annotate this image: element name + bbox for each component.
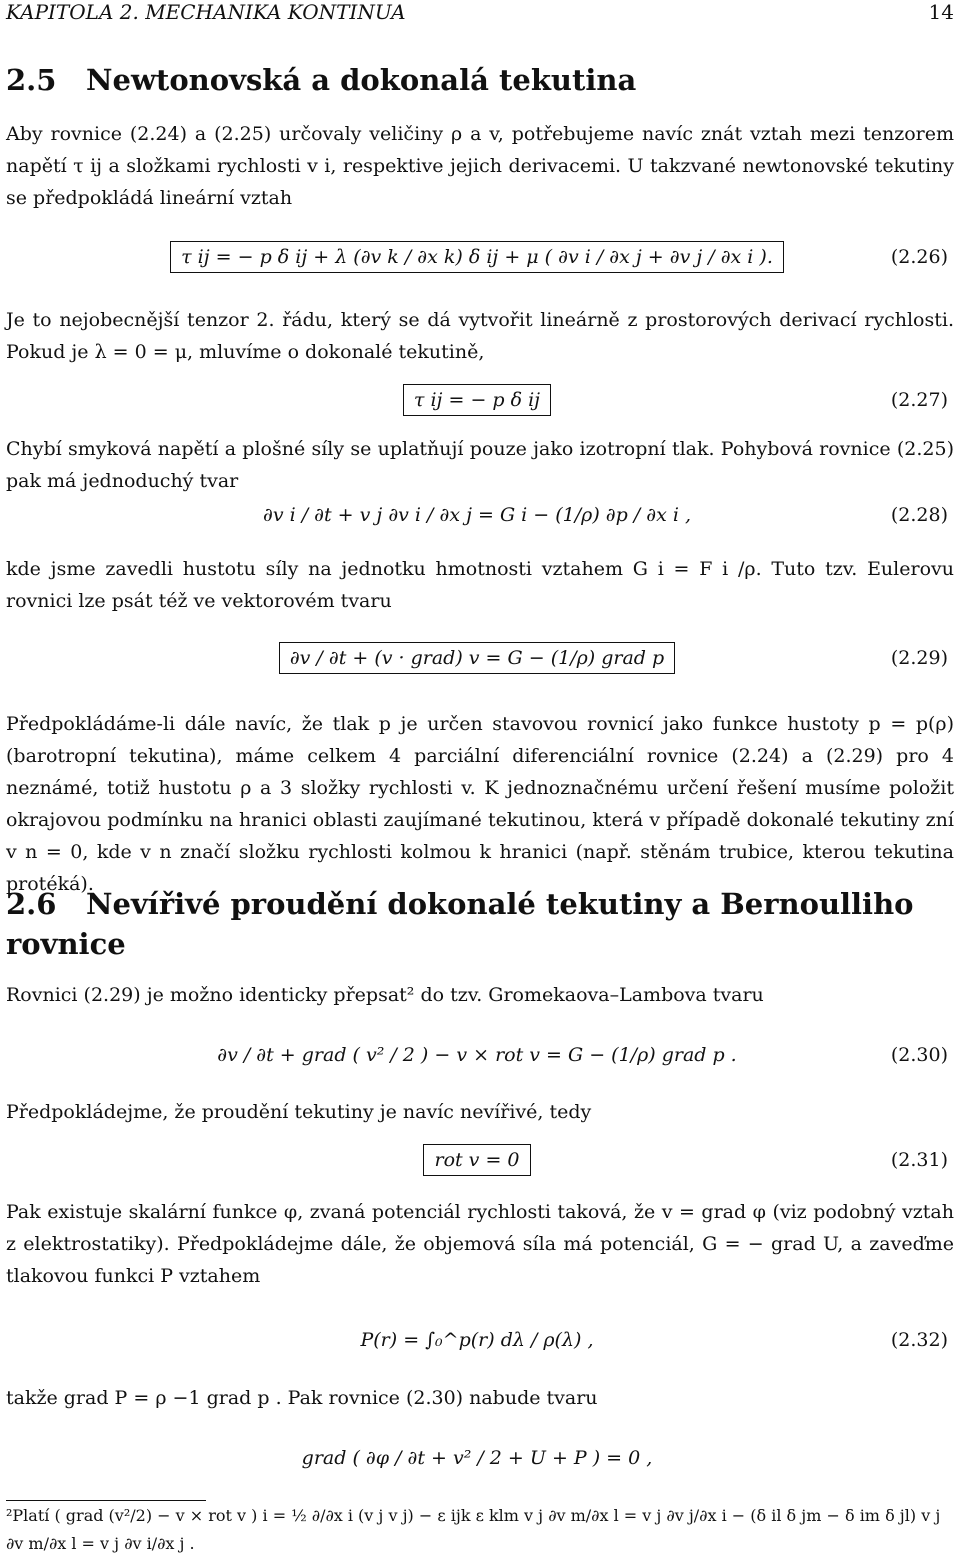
equation-formula: τ ij = − p δ ij xyxy=(403,384,551,416)
equation-tag: (2.30) xyxy=(890,1044,948,1066)
equation-tag: (2.31) xyxy=(890,1149,948,1171)
equation-formula: τ ij = − p δ ij + λ (∂v k / ∂x k) δ ij + μ ( ∂v i / ∂x j + ∂v j / ∂x i ). xyxy=(170,241,784,273)
paragraph-2: Je to nejobecnější tenzor 2. řádu, který se dá vytvořit lineárně z prostorových derivací rychlosti. Pokud je λ = 0 = μ, mluvíme o dokonalé tekutině, xyxy=(6,309,954,363)
footnote: ²Platí ( grad (v²/2) − v × rot v ) i = ½ ∂/∂x i (v j v j) − ε ijk ε klm v j ∂v m/∂x l = v j ∂v j/∂x i − (δ il δ jm − δ im δ jl) v j ∂v m/∂x l = v j ∂v i/∂x j . xyxy=(6,1506,941,1553)
equation-2-27 xyxy=(0,382,954,418)
paragraph-3: Chybí smyková napětí a plošné síly se uplatňují pouze jako izotropní tlak. Pohybová rovnice (2.25) pak má jednoduchý tvar xyxy=(6,438,954,492)
section-title: Newtonovská a dokonalá tekutina xyxy=(86,63,637,97)
section-title: Nevířivé proudění dokonalé tekutiny a Bernoulliho rovnice xyxy=(6,887,914,961)
section-heading-2-5 xyxy=(6,60,636,100)
paragraph-8: Pak existuje skalární funkce φ, zvaná potenciál rychlosti taková, že v = grad φ (viz podobný vztah z elektrostatiky). Předpokládejme dále, že objemová síla má potenciál, G = − grad U, a zaveďme tlakovou funkci P vztahem xyxy=(6,1201,954,1287)
section-heading-2-6 xyxy=(6,884,954,964)
paragraph-4: kde jsme zavedli hustotu síly na jednotku hmotnosti vztahem G i = F i /ρ. Tuto tzv. Eulerovu rovnici lze psát též ve vektorovém tvaru xyxy=(6,558,954,612)
page-number: 14 xyxy=(928,0,954,24)
equation-formula: ∂v i / ∂t + v j ∂v i / ∂x j = G i − (1/ρ) ∂p / ∂x i , xyxy=(263,504,691,526)
equation-2-29 xyxy=(0,630,954,686)
equation-2-32 xyxy=(0,1310,954,1370)
paragraph-9: takže grad P = ρ −1 grad p . Pak rovnice (2.30) nabude tvaru xyxy=(6,1387,598,1409)
equation-formula: ∂v / ∂t + grad ( v² / 2 ) − v × rot v = G − (1/ρ) grad p . xyxy=(217,1044,737,1066)
paragraph-6: Rovnici (2.29) je možno identicky přepsat² do tzv. Gromekaova–Lambova tvaru xyxy=(6,984,764,1006)
running-header xyxy=(6,0,954,26)
equation-2-31 xyxy=(0,1142,954,1178)
equation-2-33 xyxy=(0,1436,954,1480)
paragraph-7: Předpokládejme, že proudění tekutiny je navíc nevířivé, tedy xyxy=(6,1101,592,1123)
equation-formula: grad ( ∂φ / ∂t + v² / 2 + U + P ) = 0 , xyxy=(301,1447,653,1469)
equation-formula: rot v = 0 xyxy=(423,1144,530,1176)
chapter-title: KAPITOLA 2. MECHANIKA KONTINUA xyxy=(6,0,406,24)
section-number: 2.6 xyxy=(6,887,57,921)
paragraph-5: Předpokládáme-li dále navíc, že tlak p je určen stavovou rovnicí jako funkce hustoty p = p(ρ) (barotropní tekutina), máme celkem 4 parciální diferenciální rovnice (2.24) a (2.29) pro 4 neznámé, totiž hustotu ρ a 3 složky rychlosti v. K jednoznačnému určení řešení musíme položit okrajovou podmínku na hranici oblasti zaujímané tekutinou, která v případě dokonalé tekutiny zní v n = 0, kde v n značí složku rychlosti kolmou k hranici (např. stěnám trubice, kterou tekutina protéká). xyxy=(6,713,954,895)
equation-formula: P(r) = ∫₀^p(r) dλ / ρ(λ) , xyxy=(360,1329,594,1351)
equation-formula: ∂v / ∂t + (v · grad) v = G − (1/ρ) grad p xyxy=(279,642,675,674)
equation-tag: (2.29) xyxy=(890,647,948,669)
equation-tag: (2.28) xyxy=(890,504,948,526)
footnote-rule xyxy=(6,1500,206,1501)
equation-tag: (2.27) xyxy=(890,389,948,411)
equation-tag: (2.26) xyxy=(890,246,948,268)
equation-2-26 xyxy=(0,232,954,282)
section-number: 2.5 xyxy=(6,63,57,97)
equation-2-28 xyxy=(0,495,954,535)
equation-2-30 xyxy=(0,1030,954,1080)
paragraph-1: Aby rovnice (2.24) a (2.25) určovaly veličiny ρ a v, potřebujeme navíc znát vztah mezi tenzorem napětí τ ij a složkami rychlosti v i, respektive jejich derivacemi. U takzvané newtonovské tekutiny se předpokládá lineární vztah xyxy=(6,123,954,209)
equation-tag: (2.32) xyxy=(890,1329,948,1351)
